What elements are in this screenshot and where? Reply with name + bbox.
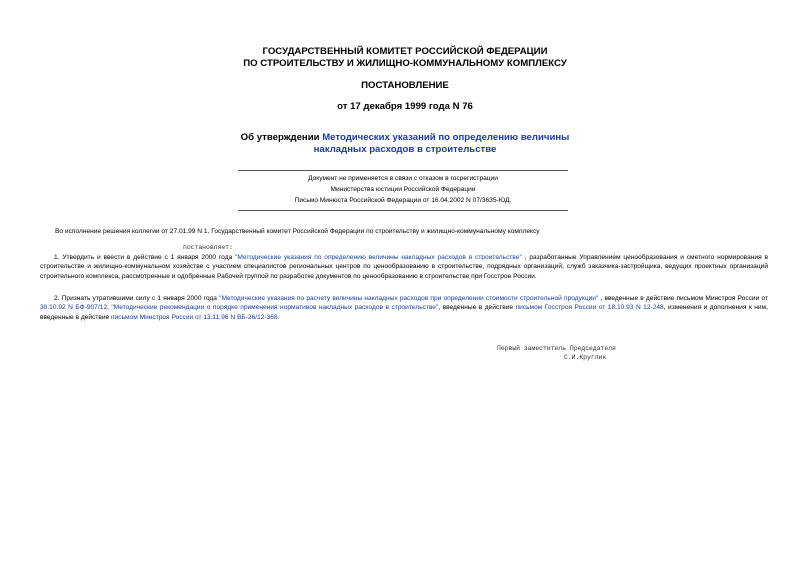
- paragraph-2: [40, 294, 768, 322]
- document-subject: [150, 132, 660, 156]
- p1-text-2: , разработанные Управлением ценообразования и сметного нормирования в строительстве и жилищно-коммунальном хозяйстве с участием специалистов региональных центров по ценообразованию в строительстве, подрядных организаций, служб заказчика-застройщика, ведущих проектных организаций строительного комплекса, рассмотренные и одобренные Рабочей группой по разработке документов по ценообразованию в строительстве при Госстрое России.: [40, 254, 768, 280]
- p2-link-letter-1992[interactable]: 30.10.92 N БФ-907/12: [40, 304, 108, 312]
- signatory-name: С.И.Круглик: [564, 354, 607, 361]
- divider-bottom: [238, 210, 568, 211]
- document-type: ПОСТАНОВЛЕНИЕ: [361, 80, 449, 91]
- p2-link-letter-1993[interactable]: письмом Госстроя России от 18.10.93 N 12-248: [515, 304, 664, 312]
- issuer-line-2: ПО СТРОИТЕЛЬСТВУ И ЖИЛИЩНО-КОММУНАЛЬНОМУ КОМПЛЕКСУ: [243, 58, 567, 69]
- subject-link-line-2[interactable]: накладных расходов в строительстве: [313, 144, 497, 155]
- issuer-line-1: ГОСУДАРСТВЕННЫЙ КОМИТЕТ РОССИЙСКОЙ ФЕДЕРАЦИИ: [262, 46, 548, 57]
- status-note: [238, 173, 568, 206]
- note-line-2: Министерства юстиции Российской Федерации: [330, 186, 476, 193]
- subject-link-line-1[interactable]: Методических указаний по определению величины: [322, 132, 570, 143]
- note-line-3: Письмо Минюста Российской Федерации от 16.04.2002 N 07/3635-ЮД.: [294, 197, 512, 204]
- signatory-title: Первый заместитель Председателя: [497, 345, 616, 352]
- p1-text-1: 1. Утвердить и ввести в действие с 1 января 2000 года: [54, 254, 236, 261]
- note-line-1: Документ не применяется в связи с отказом в госрегистрации: [308, 175, 498, 182]
- p2-text-2: , введенные в действие письмом Минстроя России от: [598, 295, 768, 302]
- subject-prefix: Об утверждении: [240, 132, 323, 143]
- resolves-label: постановляет:: [183, 244, 233, 251]
- p2-link-letter-1996[interactable]: письмом Минстроя России от 13.11.96 N ВБ-26/12-368: [111, 313, 278, 321]
- intro-paragraph: Во исполнение решения коллегии от 27.01.99 N 1, Государственный комитет Российской Федерации по строительству и жилищно-коммунальному комплексу: [55, 228, 540, 235]
- p2-text-1: 2. Признать утратившими силу с 1 января 2000 года: [54, 295, 220, 302]
- p2-text-4: , введенные в действие: [438, 304, 516, 312]
- p2-link-calc-guidelines[interactable]: "Методические указания по расчету величины накладных расходов при определении стоимости строительной продукции": [219, 295, 599, 302]
- p2-link-recommendations[interactable]: "Методические рекомендации о порядке применения нормативов накладных расходов в строительстве": [111, 304, 439, 312]
- issuer-header: [150, 46, 660, 70]
- p2-text-3: ,: [107, 304, 112, 312]
- p1-link-guidelines[interactable]: "Методические указания по определению величины накладных расходов в строительстве": [235, 254, 522, 261]
- divider-top: [238, 170, 568, 171]
- p2-text-6: .: [277, 313, 280, 321]
- p2-text-5: , изменения и дополнения к ним, введенные в действие: [40, 304, 768, 321]
- document-date: от 17 декабря 1999 года N 76: [337, 101, 473, 112]
- paragraph-1: [40, 253, 768, 281]
- signature-block: [497, 344, 616, 362]
